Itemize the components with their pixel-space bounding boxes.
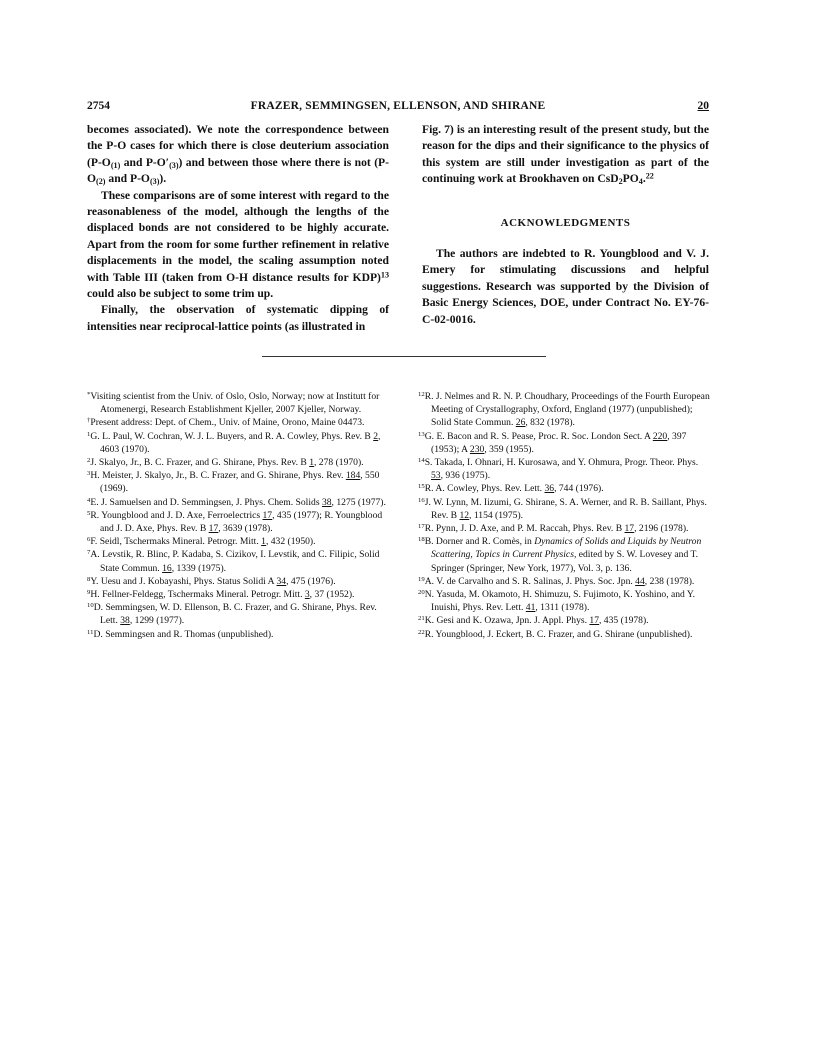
running-header [87,100,709,118]
acknowledgments-text: The authors are indebted to R. Youngblood and V. J. Emery for stimulating discussions and helpful suggestions. Research was supported by the Division of Basic Energy Sciences, DOE, under Contract No. EY-76-C-02-0016. [422,247,709,326]
reference-item: *Visiting scientist from the Univ. of Oslo, Oslo, Norway; now at Institutt for Atomenergi, Research Establishment Kjeller, 2007 Kjeller, Norway. [87,390,380,416]
reference-item: $^{19}$A. V. de Carvalho and S. R. Salinas, J. Phys. Soc. Jpn. 44, 238 (1978). [418,575,695,587]
footnote-divider [262,356,546,357]
reference-item: $^9$H. Fellner-Feldegg, Tschermaks Mineral. Petrogr. Mitt. 3, 37 (1952). [87,589,355,601]
reference-item: $^6$F. Seidl, Tschermaks Mineral. Petrogr. Mitt. 1, 432 (1950). [87,536,316,548]
body-column-right [422,122,709,328]
reference-item: $^{22}$R. Youngblood, J. Eckert, B. C. Frazer, and G. Shirane (unpublished). [418,628,693,640]
reference-item: $^{11}$D. Semmingsen and R. Thomas (unpublished). [87,628,274,640]
page-number: 2754 [87,100,110,112]
body-paragraph: Fig. 7) is an interesting result of the present study, but the reason for the dips and their significance to the physics of this system are still under investigation as part of the continuing work at Brookhaven on $CsD_2PO_4.^{22}$ [422,123,709,187]
reference-item: $^{20}$N. Yasuda, M. Okamoto, H. Shimuzu, S. Fujimoto, K. Yoshino, and Y. Inuishi, Phys. Rev. Lett. 41, 1311 (1978). [418,589,695,614]
body-paragraph: becomes associated). We note the correspondence between the P-O cases for which there is close deuterium association ($P-O_{(1)}$ and $P-O'_{(3)}$) and between those where there is not ($P-O_{(2)}$ and $P-O_{(3)}$). [87,123,389,187]
reference-item: $^7$A. Levstik, R. Blinc, P. Kadaba, S. Cizikov, I. Levstik, and C. Filipic, Solid State Commun. 16, 1339 (1975). [87,549,380,574]
reference-item: $^{18}$B. Dorner and R. Comès, in Dynamics of Solids and Liquids by Neutron Scattering, Topics in Current Physics, edited by S. W. Lovesey and T. Springer (Springer, New York, 1977), Vol. 3, p. 136. [418,536,702,574]
reference-item: $^5$R. Youngblood and J. D. Axe, Ferroelectrics 17, 435 (1977); R. Youngblood and J. D. Axe, Phys. Rev. B 17, 3639 (1978). [87,509,383,535]
reference-item: $^{12}$R. J. Nelmes and R. N. P. Choudhary, Proceedings of the Fourth European Meeting of Crystallography, Oxford, England (1977) (unpublished); Solid State Commun. 26, 832 (1978). [418,390,710,429]
references-column-left [87,390,387,641]
reference-item: $^8$Y. Uesu and J. Kobayashi, Phys. Status Solidi A 34, 475 (1976). [87,575,336,587]
reference-item: $^2$J. Skalyo, Jr., B. C. Frazer, and G. Shirane, Phys. Rev. B 1, 278 (1970). [87,457,364,469]
reference-item: $^1$G. L. Paul, W. Cochran, W. J. L. Buyers, and R. A. Cowley, Phys. Rev. B 2, 4603 (1970). [87,430,381,455]
references-column-right [418,390,710,641]
reference-item: $^{17}$R. Pynn, J. D. Axe, and P. M. Raccah, Phys. Rev. B 17, 2196 (1978). [418,523,689,535]
body-column-left [87,122,389,335]
reference-item: $^{10}$D. Semmingsen, W. D. Ellenson, B. C. Frazer, and G. Shirane, Phys. Rev. Lett. 38, 1299 (1977). [87,602,377,627]
volume-number: 20 [697,100,709,112]
reference-item: $^{15}$R. A. Cowley, Phys. Rev. Lett. 36, 744 (1976). [418,483,604,495]
body-paragraph: These comparisons are of some interest with regard to the reasonableness of the model, although the lengths of the displaced bonds are not considered to be highly accurate. Apart from the room for some further refinement in relative displacements in the model, the scaling assumption noted with Table III (taken from O-H distance results for KDP)$^{13}$ could also be subject to some trim up. [87,188,389,301]
body-paragraph: Finally, the observation of systematic dipping of intensities near reciprocal-lattice points (as illustrated in [87,303,389,333]
reference-item: $^{13}$G. E. Bacon and R. S. Pease, Proc. R. Soc. London Sect. A 220, 397 (1953); A 230, 359 (1955). [418,430,687,455]
reference-item: $^3$H. Meister, J. Skalyo, Jr., B. C. Frazer, and G. Shirane, Phys. Rev. 184, 550 (1969). [87,470,380,495]
reference-item: †Present address: Dept. of Chem., Univ. of Maine, Orono, Maine 04473. [87,417,365,429]
reference-item: $^4$E. J. Samuelsen and D. Semmingsen, J. Phys. Chem. Solids 38, 1275 (1977). [87,496,386,508]
reference-item: $^{14}$S. Takada, I. Ohnari, H. Kurosawa, and Y. Ohmura, Progr. Theor. Phys. 53, 936 (1975). [418,457,699,482]
running-authors: FRAZER, SEMMINGSEN, ELLENSON, AND SHIRANE [250,100,546,112]
reference-item: $^{21}$K. Gesi and K. Ozawa, Jpn. J. Appl. Phys. 17, 435 (1978). [418,615,649,627]
reference-item: $^{16}$J. W. Lynn, M. Iizumi, G. Shirane, S. A. Werner, and R. B. Saillant, Phys. Rev. B 12, 1154 (1975). [418,496,707,521]
acknowledgments-heading: ACKNOWLEDGMENTS [500,216,631,229]
